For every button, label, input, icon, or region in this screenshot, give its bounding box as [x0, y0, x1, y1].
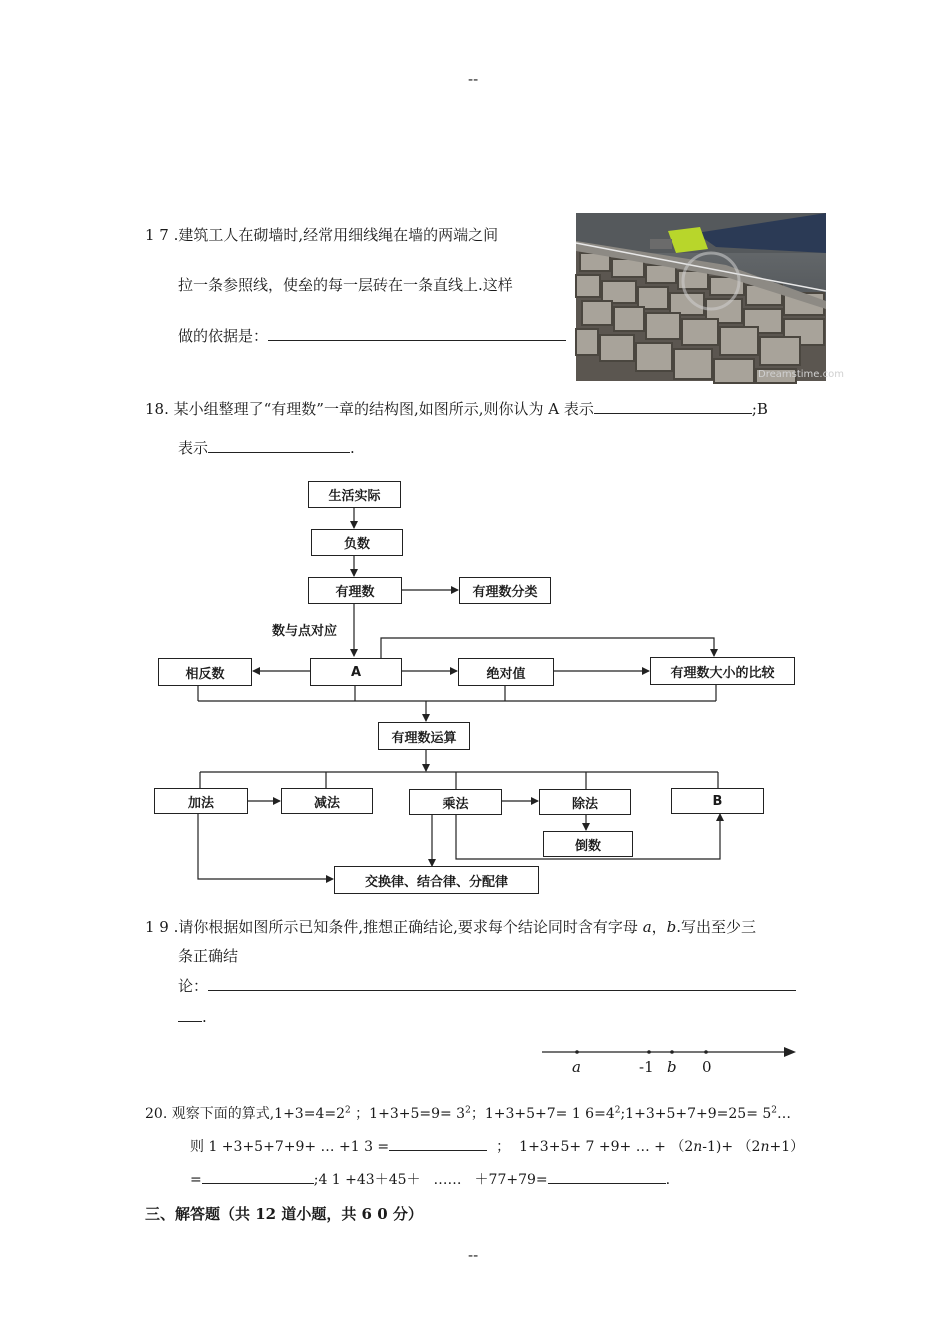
q20-n2: n — [760, 1139, 770, 1155]
photo-watermark: Dreamstime.com — [758, 369, 844, 380]
q20-exp4: 2 — [771, 1105, 778, 1116]
diagram-box-absolute: 绝对值 — [458, 658, 554, 686]
q20-part5: … — [777, 1106, 792, 1122]
q18-line1-text: 18. 某小组整理了“有理数”一章的结构图,如图所示,则你认为 A 表示 — [145, 400, 594, 418]
numberline-label-neg1: -1 — [639, 1058, 654, 1076]
q20-exp1: 2 — [345, 1105, 351, 1116]
q20-line3a: = — [190, 1172, 202, 1188]
diagram-box-compare: 有理数大小的比较 — [650, 657, 795, 685]
q20-line2b: ； — [496, 1139, 511, 1155]
q20-line1 — [145, 1103, 791, 1123]
numberline-label-zero: 0 — [702, 1058, 712, 1076]
q19-line1-prefix: 1 9 .请你根据如图所示已知条件,推想正确结论,要求每个结论同时含有字母 — [145, 918, 643, 936]
q19-line4 — [178, 1007, 207, 1026]
q20-answer-2-blank[interactable] — [202, 1169, 314, 1184]
q19-answer-blank[interactable] — [208, 976, 796, 991]
header-mark: -- — [468, 70, 479, 88]
q20-line3b: ;4 1 +43＋45＋ — [313, 1172, 421, 1188]
q20-line2c: 1+3+5+ 7 +9+ … + （2 — [519, 1139, 694, 1155]
diagram-box-a: A — [310, 658, 402, 686]
q19-line3-text: 论： — [178, 977, 209, 995]
q19-var-a: a — [642, 918, 652, 936]
q18-line2-end: . — [350, 439, 355, 457]
q20-line3d: ＋77+79= — [474, 1172, 548, 1188]
diagram-box-negative: 负数 — [311, 529, 403, 556]
q19-line3 — [178, 975, 796, 996]
diagram-box-subtract: 减法 — [281, 788, 373, 814]
diagram-label-number-point: 数与点对应 — [272, 624, 338, 639]
q20-line3 — [190, 1169, 670, 1189]
q19-var-b: b — [666, 918, 677, 936]
q20-exp2: 2 — [465, 1105, 471, 1116]
numberline-label-a: a — [572, 1058, 581, 1076]
q17-line3-text: 做的依据是： — [178, 327, 269, 345]
q17-line1: 1 7 .建筑工人在砌墙时,经常用细线绳在墙的两端之间 — [145, 226, 499, 244]
q17-line2: 拉一条参照线，使垒的每一层砖在一条直线上.这样 — [178, 276, 513, 294]
q20-line3c: …… — [433, 1172, 462, 1188]
q20-part3: ；1+3+5+7= 1 6=4 — [470, 1106, 615, 1122]
diagram-box-opposite: 相反数 — [158, 658, 252, 686]
diagram-box-rational: 有理数 — [308, 577, 402, 604]
q20-part4: ;1+3+5+7+9=25= 5 — [620, 1106, 772, 1122]
diagram-box-life: 生活实际 — [308, 481, 401, 508]
q20-line2 — [190, 1136, 804, 1156]
q18-line1-end: ;B — [751, 400, 768, 418]
q20-part2: ；1+3+5=9= 3 — [350, 1106, 466, 1122]
q20-line2d: -1)+ （2 — [702, 1139, 761, 1155]
q20-n1: n — [693, 1139, 703, 1155]
footer-mark: -- — [468, 1246, 479, 1264]
diagram-box-operations: 有理数运算 — [378, 722, 470, 750]
q19-line1 — [145, 916, 756, 937]
q20-line2e: +1） — [769, 1139, 805, 1155]
q20-line1-text: 20. 观察下面的算式,1+3=4=2 — [145, 1106, 345, 1122]
q18-line2-text: 表示 — [178, 439, 209, 457]
diagram-box-reciprocal: 倒数 — [543, 831, 633, 857]
q20-answer-3-blank[interactable] — [548, 1169, 666, 1184]
diagram-box-b: B — [671, 788, 764, 814]
diagram-box-laws: 交换律、结合律、分配律 — [334, 866, 539, 894]
numberline-label-b: b — [667, 1058, 677, 1076]
q19-line2: 条正确结 — [178, 947, 239, 965]
diagram-box-classification: 有理数分类 — [459, 577, 551, 604]
q20-answer-1-blank[interactable] — [389, 1136, 487, 1151]
q20-line3e: . — [665, 1172, 671, 1188]
section-3-heading: 三、解答题（共 12 道小题，共 6 0 分） — [145, 1205, 423, 1223]
q19-line1-suffix: .写出至少三 — [676, 918, 757, 936]
q19-comma: ， — [651, 918, 667, 936]
q20-exp3: 2 — [614, 1105, 621, 1116]
q20-line2a: 则 1 +3+5+7+9+ … +1 3 = — [190, 1139, 390, 1155]
diagram-box-multiply: 乘法 — [409, 789, 502, 815]
q19-answer-blank-cont[interactable] — [178, 1007, 202, 1022]
diagram-box-divide: 除法 — [539, 789, 631, 815]
q19-line4-end: . — [202, 1008, 207, 1026]
diagram-box-add: 加法 — [154, 788, 248, 814]
